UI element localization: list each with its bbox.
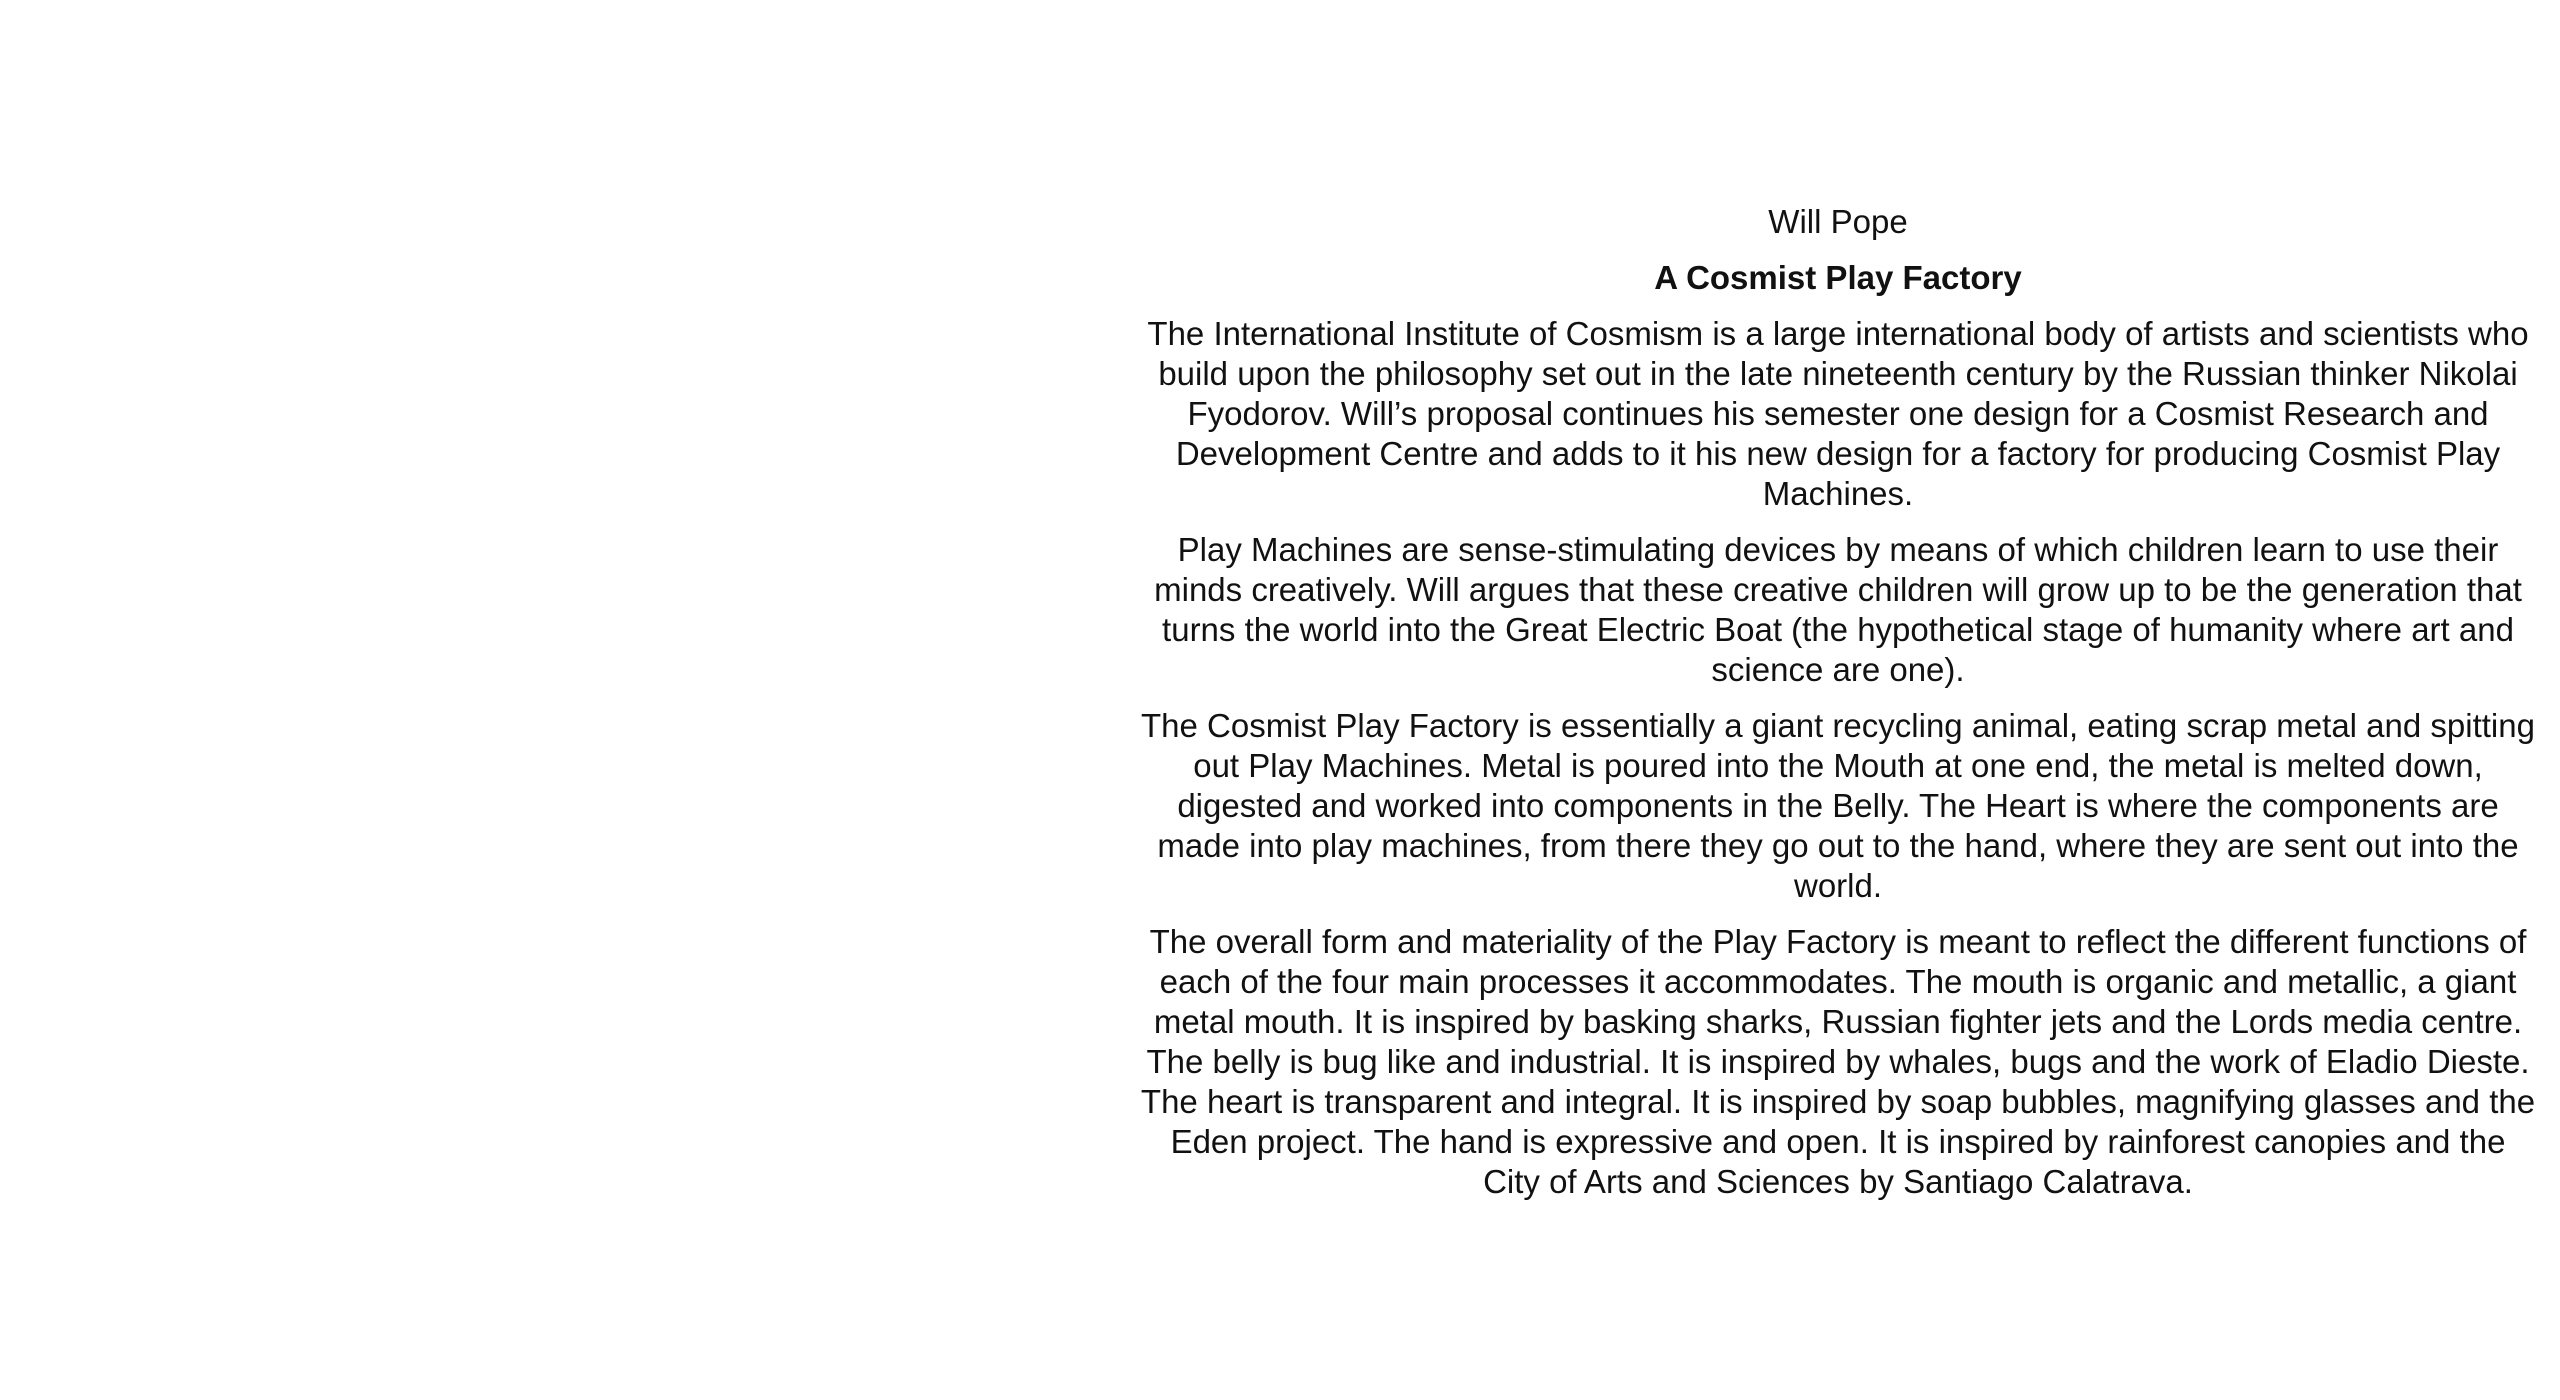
document-title: A Cosmist Play Factory <box>1654 259 2022 296</box>
paragraph-factory-process: The Cosmist Play Factory is essentially a giant recycling animal, eating scrap metal and spitting out Play Machines. Metal is poured into the Mouth at one end, the metal is melted down, digested and worked into components in the Belly. The Heart is where the components are made into play machines, from there they go out to the hand, where they are sent out into the world. <box>1141 707 2535 904</box>
text-column <box>1138 202 2538 1218</box>
author-name: Will Pope <box>1768 203 1908 240</box>
paragraph-intro: The International Institute of Cosmism is a large international body of artists and scientists who build upon the philosophy set out in the late nineteenth century by the Russian thinker Nikolai Fyodorov. Will’s proposal continues his semester one design for a Cosmist Research and Development Centre and adds to it his new design for a factory for producing Cosmist Play Machines. <box>1147 315 2529 512</box>
paragraph-form-materiality: The overall form and materiality of the Play Factory is meant to reflect the different functions of each of the four main processes it accommodates. The mouth is organic and metallic, a giant metal mouth. It is inspired by basking sharks, Russian fighter jets and the Lords media centre. The belly is bug like and industrial. It is inspired by whales, bugs and the work of Eladio Dieste. The heart is transparent and integral. It is inspired by soap bubbles, magnifying glasses and the Eden project. The hand is expressive and open. It is inspired by rainforest canopies and the City of Arts and Sciences by Santiago Calatrava. <box>1140 923 2536 1200</box>
paragraph-play-machines: Play Machines are sense-stimulating devices by means of which children learn to use their minds creatively. Will argues that these creative children will grow up to be the generation that turns the world into the Great Electric Boat (the hypothetical stage of humanity where art and science are one). <box>1154 531 2522 688</box>
